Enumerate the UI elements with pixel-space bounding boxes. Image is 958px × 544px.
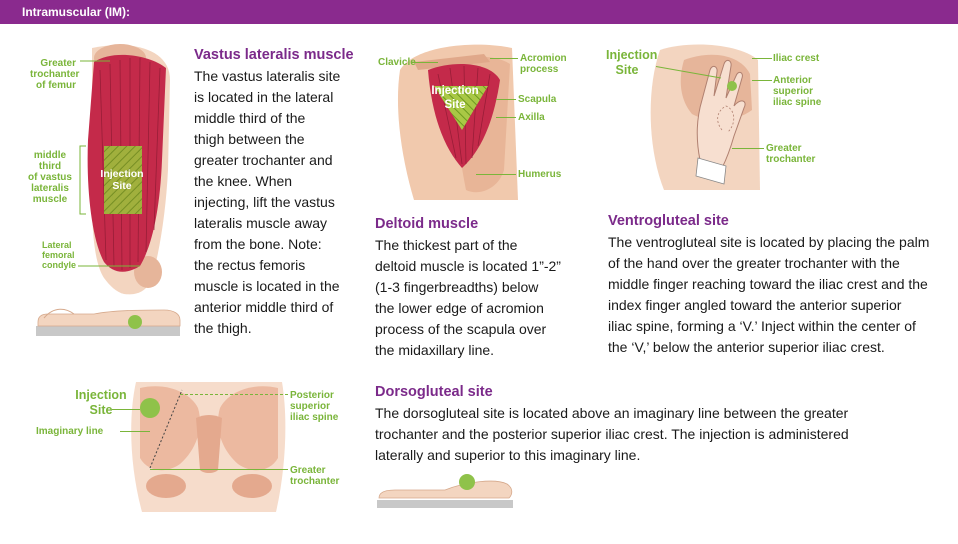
label-greater-trochanter-femur: Greater trochanter of femur [30, 58, 80, 91]
deltoid-heading: Deltoid muscle [375, 216, 479, 232]
label-anterior-superior-iliac-spine: Anterior superior iliac spine [773, 75, 822, 108]
vastus-injection-site-label: Injection Site [100, 168, 144, 192]
vastus-heading: Vastus lateralis muscle [194, 47, 354, 63]
header-title: Intramuscular (IM): [22, 5, 131, 19]
prone-patient-illustration [375, 468, 515, 512]
header-bar [0, 0, 958, 24]
dorsogluteal-heading: Dorsogluteal site [375, 384, 493, 400]
dorsogluteal-pelvis-illustration [126, 378, 292, 512]
label-middle-third: middle third of vastus lateralis muscle [28, 150, 72, 205]
label-acromion-process: Acromion process [520, 53, 567, 75]
ventrogluteal-heading: Ventrogluteal site [608, 213, 729, 229]
label-greater-trochanter-dorso: Greater trochanter [290, 465, 340, 487]
label-iliac-crest: Iliac crest [773, 53, 820, 64]
label-greater-trochanter-ventro: Greater trochanter [766, 143, 816, 165]
label-lateral-femoral-condyle: Lateral femoral condyle [42, 240, 77, 270]
deltoid-injection-site-label: Injection Site [431, 85, 479, 111]
deltoid-body: The thickest part of the deltoid muscle is located 1”-2” (1-3 fingerbreadths) below the lower edge of acromion process of the scapula over the midaxillary line. [375, 237, 561, 358]
vastus-body: The vastus lateralis site is located in the lateral middle third of the thigh between the greater trochanter and the knee. When injecting, lift the vastus lateralis muscle away from the bone. Note: the rectus femoris muscle is located in the anterior middle third of the thigh. [194, 68, 341, 336]
ventrogluteal-hip-illustration [640, 40, 770, 190]
label-posterior-superior-iliac-spine: Posterior superior iliac spine [290, 390, 339, 423]
dorsogluteal-injection-site-label: Injection Site [75, 388, 127, 417]
ventrogluteal-injection-site-label: Injection Site [606, 48, 658, 77]
label-humerus: Humerus [518, 169, 562, 180]
label-axilla: Axilla [518, 112, 545, 123]
label-imaginary-line: Imaginary line [36, 426, 104, 437]
label-scapula: Scapula [518, 94, 557, 105]
supine-patient-illustration [34, 296, 182, 340]
label-clavicle: Clavicle [378, 57, 416, 68]
dorsogluteal-body: The dorsogluteal site is located above an imaginary line between the greater trochanter and the posterior superior iliac crest. The injection is administered laterally and superior to this imaginary line. [375, 405, 849, 463]
ventrogluteal-body: The ventrogluteal site is located by placing the palm of the hand over the greater trochanter with the middle finger reaching toward the iliac crest and the index finger angled toward the anterior superior iliac spine, forming a ‘V.’ Inject within the center of the ‘V,’ below the anterior superior iliac crest. [608, 234, 930, 355]
